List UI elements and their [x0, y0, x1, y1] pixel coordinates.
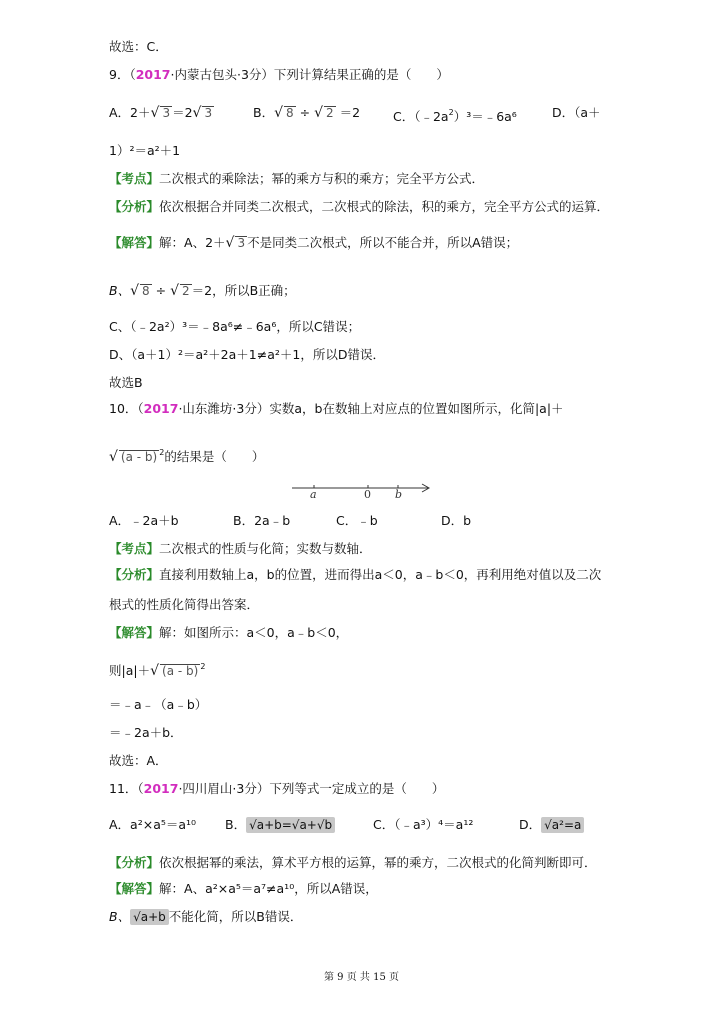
question-10-header: 10．（2017·山东潍坊·3分）实数a，b在数轴上对应点的位置如图所示，化简|a|＋: [109, 401, 564, 416]
q10-kaodian: 【考点】二次根式的性质与化简；实数与数轴．: [109, 541, 372, 556]
q10-option-b: B．2a﹣b: [233, 513, 291, 528]
q9-option-d-cont: 1）²＝a²＋1: [109, 143, 181, 158]
q11-option-a: A．a²×a⁵＝a¹⁰: [109, 817, 197, 832]
q9-option-a: A．2＋√ 3 ＝2√ 3: [109, 105, 213, 121]
q9-fenxi: 【分析】依次根据合并同类二次根式，二次根式的除法，积的乘方，完全平方公式的运算．: [109, 199, 610, 214]
q11-jieda-b-formula: √a+b: [130, 909, 169, 925]
q10-fenxi-cont: 根式的性质化简得出答案．: [109, 597, 260, 612]
q9-jieda-a: 【解答】解：A、2＋√ 3 不是同类二次根式，所以不能合并，所以A错误；: [109, 235, 519, 251]
q10-jieda-step2: ＝﹣2a＋b．: [109, 725, 183, 740]
q11-option-b-formula: √a+b=√a+√b: [246, 817, 335, 833]
q10-option-d: D．b: [441, 513, 472, 528]
q11-option-c: C．（﹣a³）⁴＝a¹²: [373, 817, 474, 832]
q9-number: 9．（: [109, 67, 136, 82]
q11-jieda-b: B、 √a+b 不能化简，所以B错误．: [109, 909, 303, 924]
q9-option-d: D．（a＋: [552, 105, 601, 120]
q9-jieda-end: 故选B: [109, 375, 143, 390]
q9-year: 2017: [135, 67, 171, 82]
number-line-label-a: a: [310, 488, 317, 500]
question-9-header: [109, 66, 449, 84]
answer-line-8: 故选：C．: [109, 39, 168, 54]
q9-jieda-c: C、（﹣2a²）³＝﹣8a⁶≠﹣6a⁶，所以C错误；: [109, 319, 361, 334]
q10-jieda-end: 故选：A．: [109, 753, 168, 768]
number-line-label-b: b: [395, 488, 403, 500]
question-11-header: 11．（2017·四川眉山·3分）下列等式一定成立的是（ ）: [109, 781, 445, 796]
q9-option-b: B．√ 8 ÷ √ 2 ＝2: [253, 105, 361, 121]
q9-jieda-d: D、（a＋1）²＝a²＋2a＋1≠a²＋1，所以D错误．: [109, 347, 385, 362]
q11-jieda: 【解答】解：A、a²×a⁵＝a⁷≠a¹⁰，所以A错误，: [109, 881, 378, 896]
number-line: [290, 478, 435, 500]
page-footer: 第 9 页 共 15 页: [324, 972, 399, 983]
q10-option-c: C．﹣b: [336, 513, 378, 528]
q11-option-d: D． √a²=a: [519, 816, 584, 834]
q10-option-a: A．﹣2a＋b: [109, 513, 179, 528]
q9-kaodian: 【考点】二次根式的乘除法；幂的乘方与积的乘方；完全平方公式．: [109, 171, 485, 186]
q11-option-b: B． √a+b=√a+√b: [225, 816, 335, 834]
q9-jieda-b: B、√ 8 ÷ √ 2 ＝2，所以B正确；: [109, 283, 296, 299]
q11-fenxi: 【分析】依次根据幂的乘法，算术平方根的运算，幂的乘方，二次根式的化简判断即可．: [109, 855, 597, 870]
q9-source: ·内蒙古包头·3分）下列计算结果正确的是（ ）: [170, 67, 449, 82]
q10-header-cont: √ (a - b) $^2$的结果是（ ）: [109, 448, 265, 465]
q9-option-c: C．$(﹣2a^2)^3=﹣6a^6$: [393, 108, 517, 124]
q11-option-d-formula: √a²=a: [541, 817, 584, 833]
q10-jieda-then: 则|a|＋√ (a - b) $^2$: [109, 662, 206, 679]
q10-jieda: 【解答】解：如图所示：a＜0，a﹣b＜0，: [109, 625, 349, 640]
number-line-label-0: 0: [364, 488, 371, 500]
q10-jieda-step1: ＝﹣a﹣（a﹣b）: [109, 697, 208, 712]
q10-fenxi: 【分析】直接利用数轴上a，b的位置，进而得出a＜0，a﹣b＜0，再利用绝对值以及二次: [109, 567, 602, 582]
